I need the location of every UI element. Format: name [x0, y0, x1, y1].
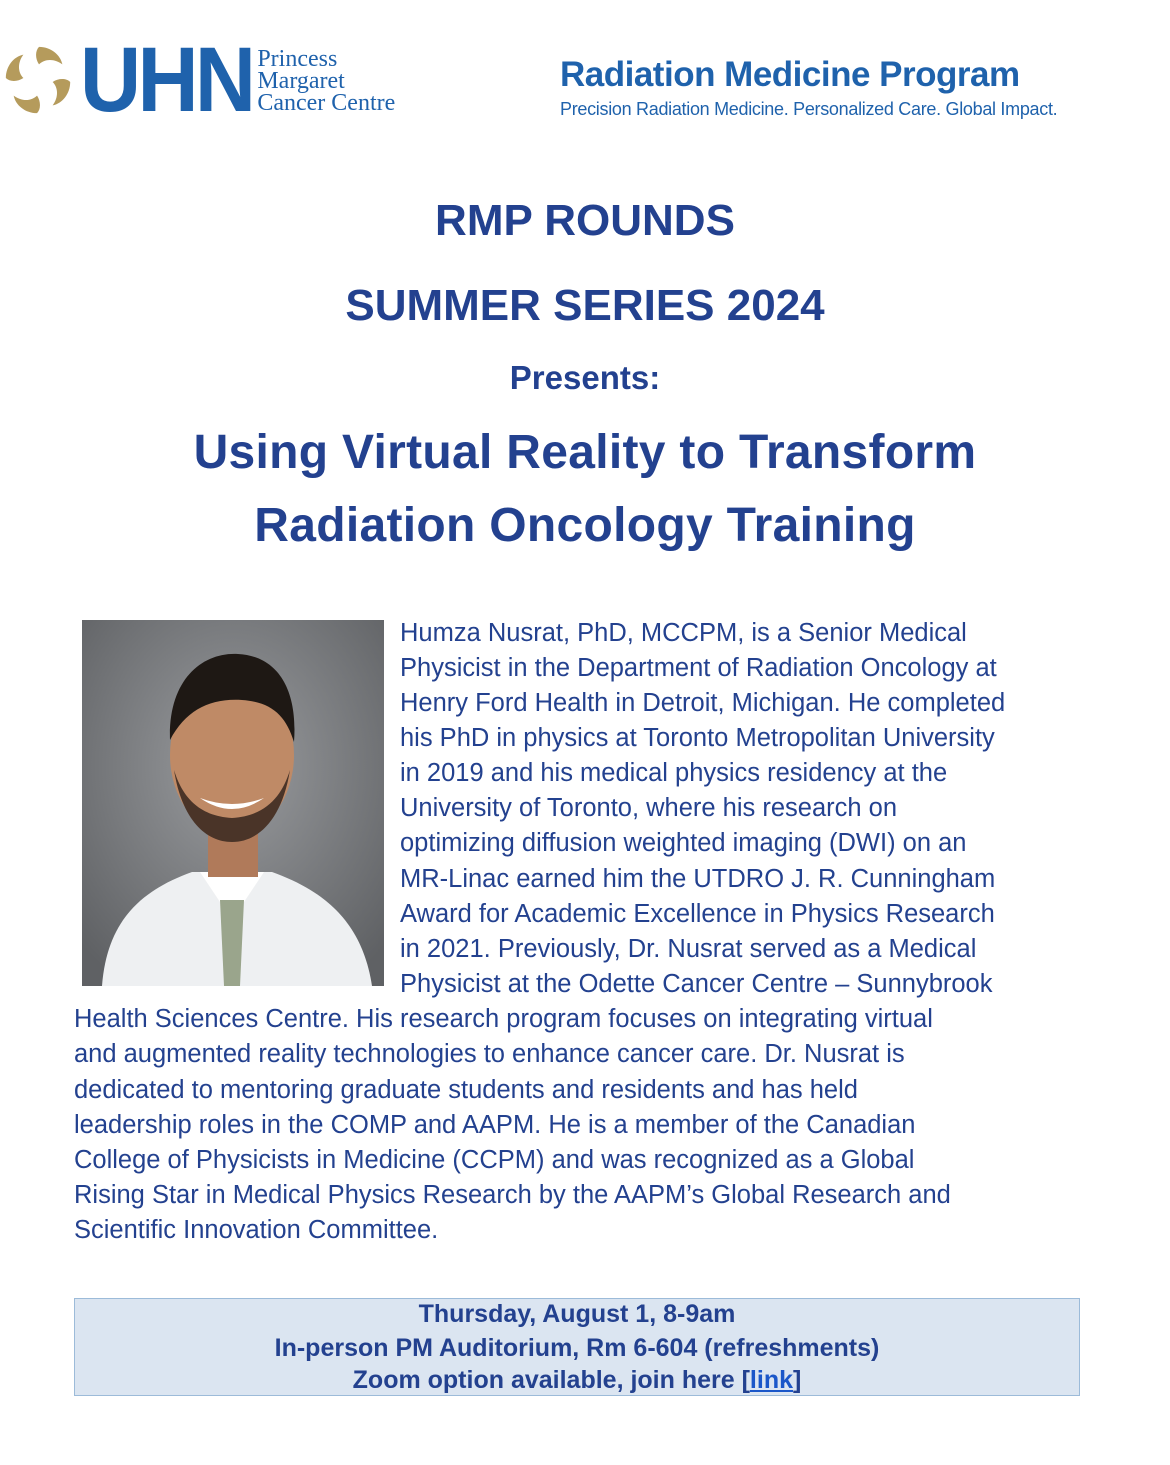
talk-title-line-2: Radiation Oncology Training	[254, 499, 916, 552]
bio-line: Health Sciences Centre. His research program focuses on integrating virtual	[74, 1005, 933, 1033]
event-details-box	[74, 1298, 1080, 1396]
bio-line: Henry Ford Health in Detroit, Michigan. He completed	[400, 689, 1006, 717]
talk-title-line-1: Using Virtual Reality to Transform	[193, 426, 977, 479]
bio-line: in 2019 and his medical physics residency at the	[400, 759, 948, 787]
uhn-swirl-logo-icon	[0, 40, 78, 120]
zoom-link[interactable]: link	[749, 1366, 793, 1394]
zoom-prefix: Zoom option available, join here [	[352, 1366, 750, 1394]
rounds-heading: RMP ROUNDS	[435, 196, 735, 245]
pm-line-2: Margaret	[257, 68, 345, 94]
program-title: Radiation Medicine Program	[560, 55, 1020, 94]
event-date: Thursday, August 1, 8-9am	[418, 1300, 736, 1328]
bio-line: Rising Star in Medical Physics Research by the AAPM’s Global Research and	[74, 1181, 951, 1209]
series-heading: SUMMER SERIES 2024	[345, 281, 825, 330]
bio-line: in 2021. Previously, Dr. Nusrat served as a Medical	[400, 935, 977, 963]
bio-line: optimizing diffusion weighted imaging (DWI) on an	[400, 829, 967, 857]
program-tagline: Precision Radiation Medicine. Personalized Care. Global Impact.	[560, 99, 1058, 119]
bio-line: Physicist at the Odette Cancer Centre – Sunnybrook	[400, 970, 993, 998]
bio-line: his PhD in physics at Toronto Metropolitan University	[400, 724, 995, 752]
presents-heading: Presents:	[509, 359, 661, 396]
bio-line: dedicated to mentoring graduate students and residents and has held	[74, 1076, 858, 1104]
bio-line: University of Toronto, where his research on	[400, 794, 898, 822]
uhn-wordmark: UHN	[80, 29, 253, 131]
bio-line: leadership roles in the COMP and AAPM. He is a member of the Canadian	[74, 1111, 916, 1139]
rmp-logo	[560, 55, 1057, 121]
header	[0, 0, 1170, 150]
bio-line: Award for Academic Excellence in Physics Research	[400, 900, 995, 928]
pm-line-1: Princess	[257, 46, 338, 72]
pm-wordmark	[257, 48, 395, 114]
bio-line: and augmented reality technologies to enhance cancer care. Dr. Nusrat is	[74, 1040, 905, 1068]
event-location: In-person PM Auditorium, Rm 6-604 (refreshments)	[274, 1334, 880, 1362]
event-zoom-line	[75, 1365, 1079, 1395]
pm-line-3: Cancer Centre	[257, 90, 396, 116]
bio-line: MR-Linac earned him the UTDRO J. R. Cunningham	[400, 865, 996, 893]
speaker-portrait-image	[82, 620, 384, 986]
bio-line: Scientific Innovation Committee.	[74, 1216, 439, 1244]
uhn-pm-logo	[0, 29, 396, 131]
speaker-photo	[82, 620, 384, 986]
bio-line: Humza Nusrat, PhD, MCCPM, is a Senior Medical	[400, 619, 967, 647]
zoom-suffix: ]	[793, 1366, 802, 1394]
bio-line: College of Physicists in Medicine (CCPM) and was recognized as a Global	[74, 1146, 915, 1174]
bio-line: Physicist in the Department of Radiation Oncology at	[400, 654, 997, 682]
